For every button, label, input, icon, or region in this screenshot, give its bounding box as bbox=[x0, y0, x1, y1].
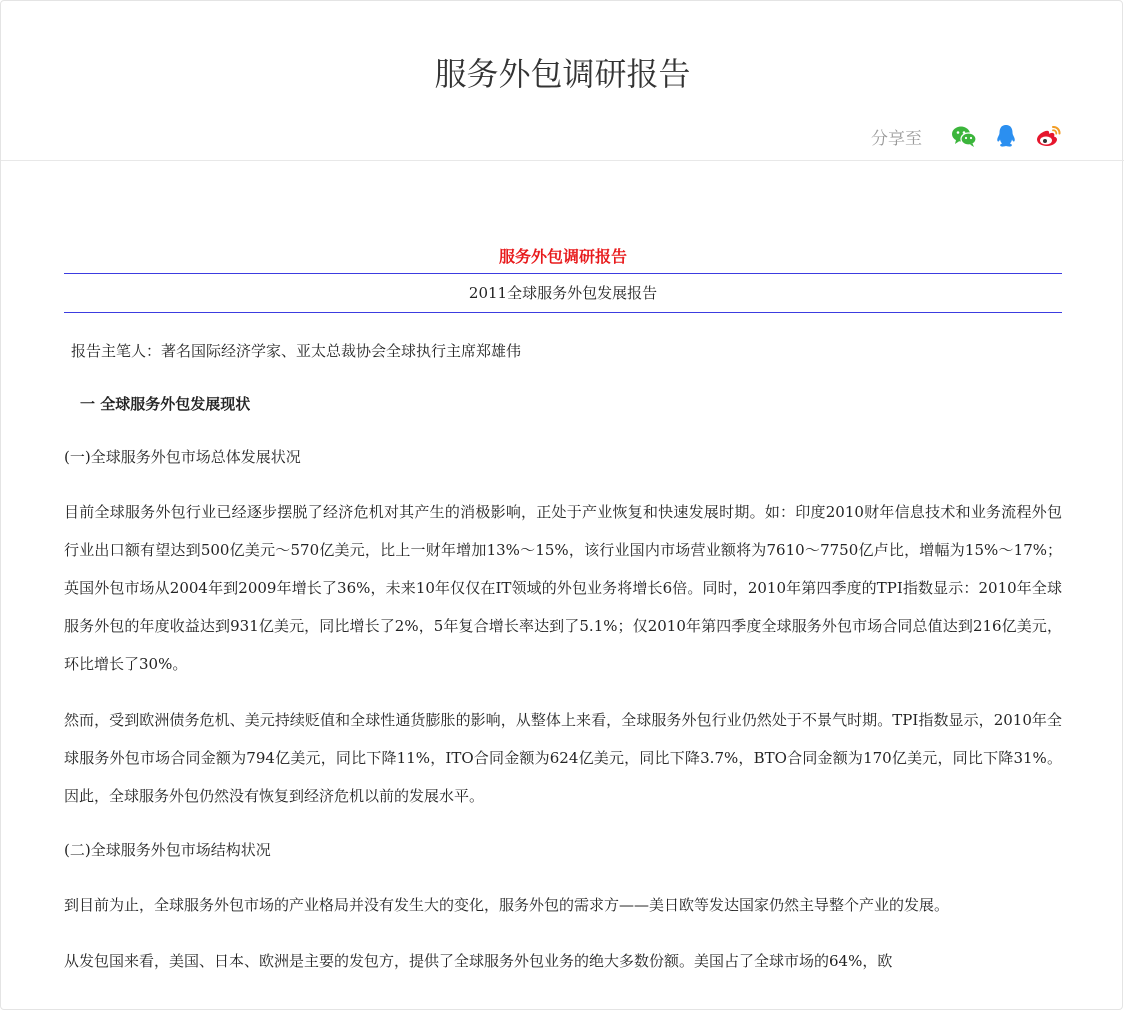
share-label: 分享至 bbox=[871, 128, 922, 149]
paragraph: 目前全球服务外包行业已经逐步摆脱了经济危机对其产生的消极影响，正处于产业恢复和快速发展时期。如：印度2010财年信息技术和业务流程外包行业出口额有望达到500亿美元～570亿美元，比上一财年增加13%～15%，该行业国内市场营业额将为7610～7750亿卢比，增幅为15%～17%；英国外包市场从2004年到2009年增长了36%，未来10年仅仅在IT领域的外包业务将增长6倍。同时，2010年第四季度的TPI指数显示：2010年全球服务外包的年度收益达到931亿美元，同比增长了2%，5年复合增长率达到了5.1%；仅2010年第四季度全球服务外包市场合同总值达到216亿美元，环比增长了30%。 bbox=[64, 503, 1062, 673]
article-body bbox=[64, 241, 1062, 980]
wechat-icon[interactable] bbox=[950, 122, 978, 150]
document-title: 服务外包调研报告 bbox=[64, 241, 1062, 274]
paragraph: 从发包国来看，美国、日本、欧洲是主要的发包方，提供了全球服务外包业务的绝大多数份额。美国占了全球市场的64%，欧 bbox=[64, 952, 893, 970]
page-title: 服务外包调研报告 bbox=[434, 55, 691, 93]
share-bar bbox=[871, 121, 1062, 151]
document-subtitle: 2011全球服务外包发展报告 bbox=[64, 274, 1062, 313]
subsection-heading: (二)全球服务外包市场结构状况 bbox=[64, 841, 271, 859]
section-heading: 一 全球服务外包发展现状 bbox=[80, 395, 251, 413]
weibo-icon[interactable] bbox=[1034, 122, 1062, 150]
subsection-heading: (一)全球服务外包市场总体发展状况 bbox=[64, 448, 301, 466]
qq-icon[interactable] bbox=[992, 122, 1020, 150]
article-header bbox=[1, 1, 1124, 161]
paragraph: 然而，受到欧洲债务危机、美元持续贬值和全球性通货膨胀的影响，从整体上来看，全球服务外包行业仍然处于不景气时期。TPI指数显示，2010年全球服务外包市场合同金额为794亿美元，同比下降11%，ITO合同金额为624亿美元，同比下降3.7%，BTO合同金额为170亿美元，同比下降31%。因此，全球服务外包仍然没有恢复到经济危机以前的发展水平。 bbox=[64, 711, 1062, 805]
paragraph: 到目前为止，全球服务外包市场的产业格局并没有发生大的变化，服务外包的需求方——美日欧等发达国家仍然主导整个产业的发展。 bbox=[64, 896, 950, 914]
author-line: 报告主笔人：著名国际经济学家、亚太总裁协会全球执行主席郑雄伟 bbox=[71, 342, 522, 360]
